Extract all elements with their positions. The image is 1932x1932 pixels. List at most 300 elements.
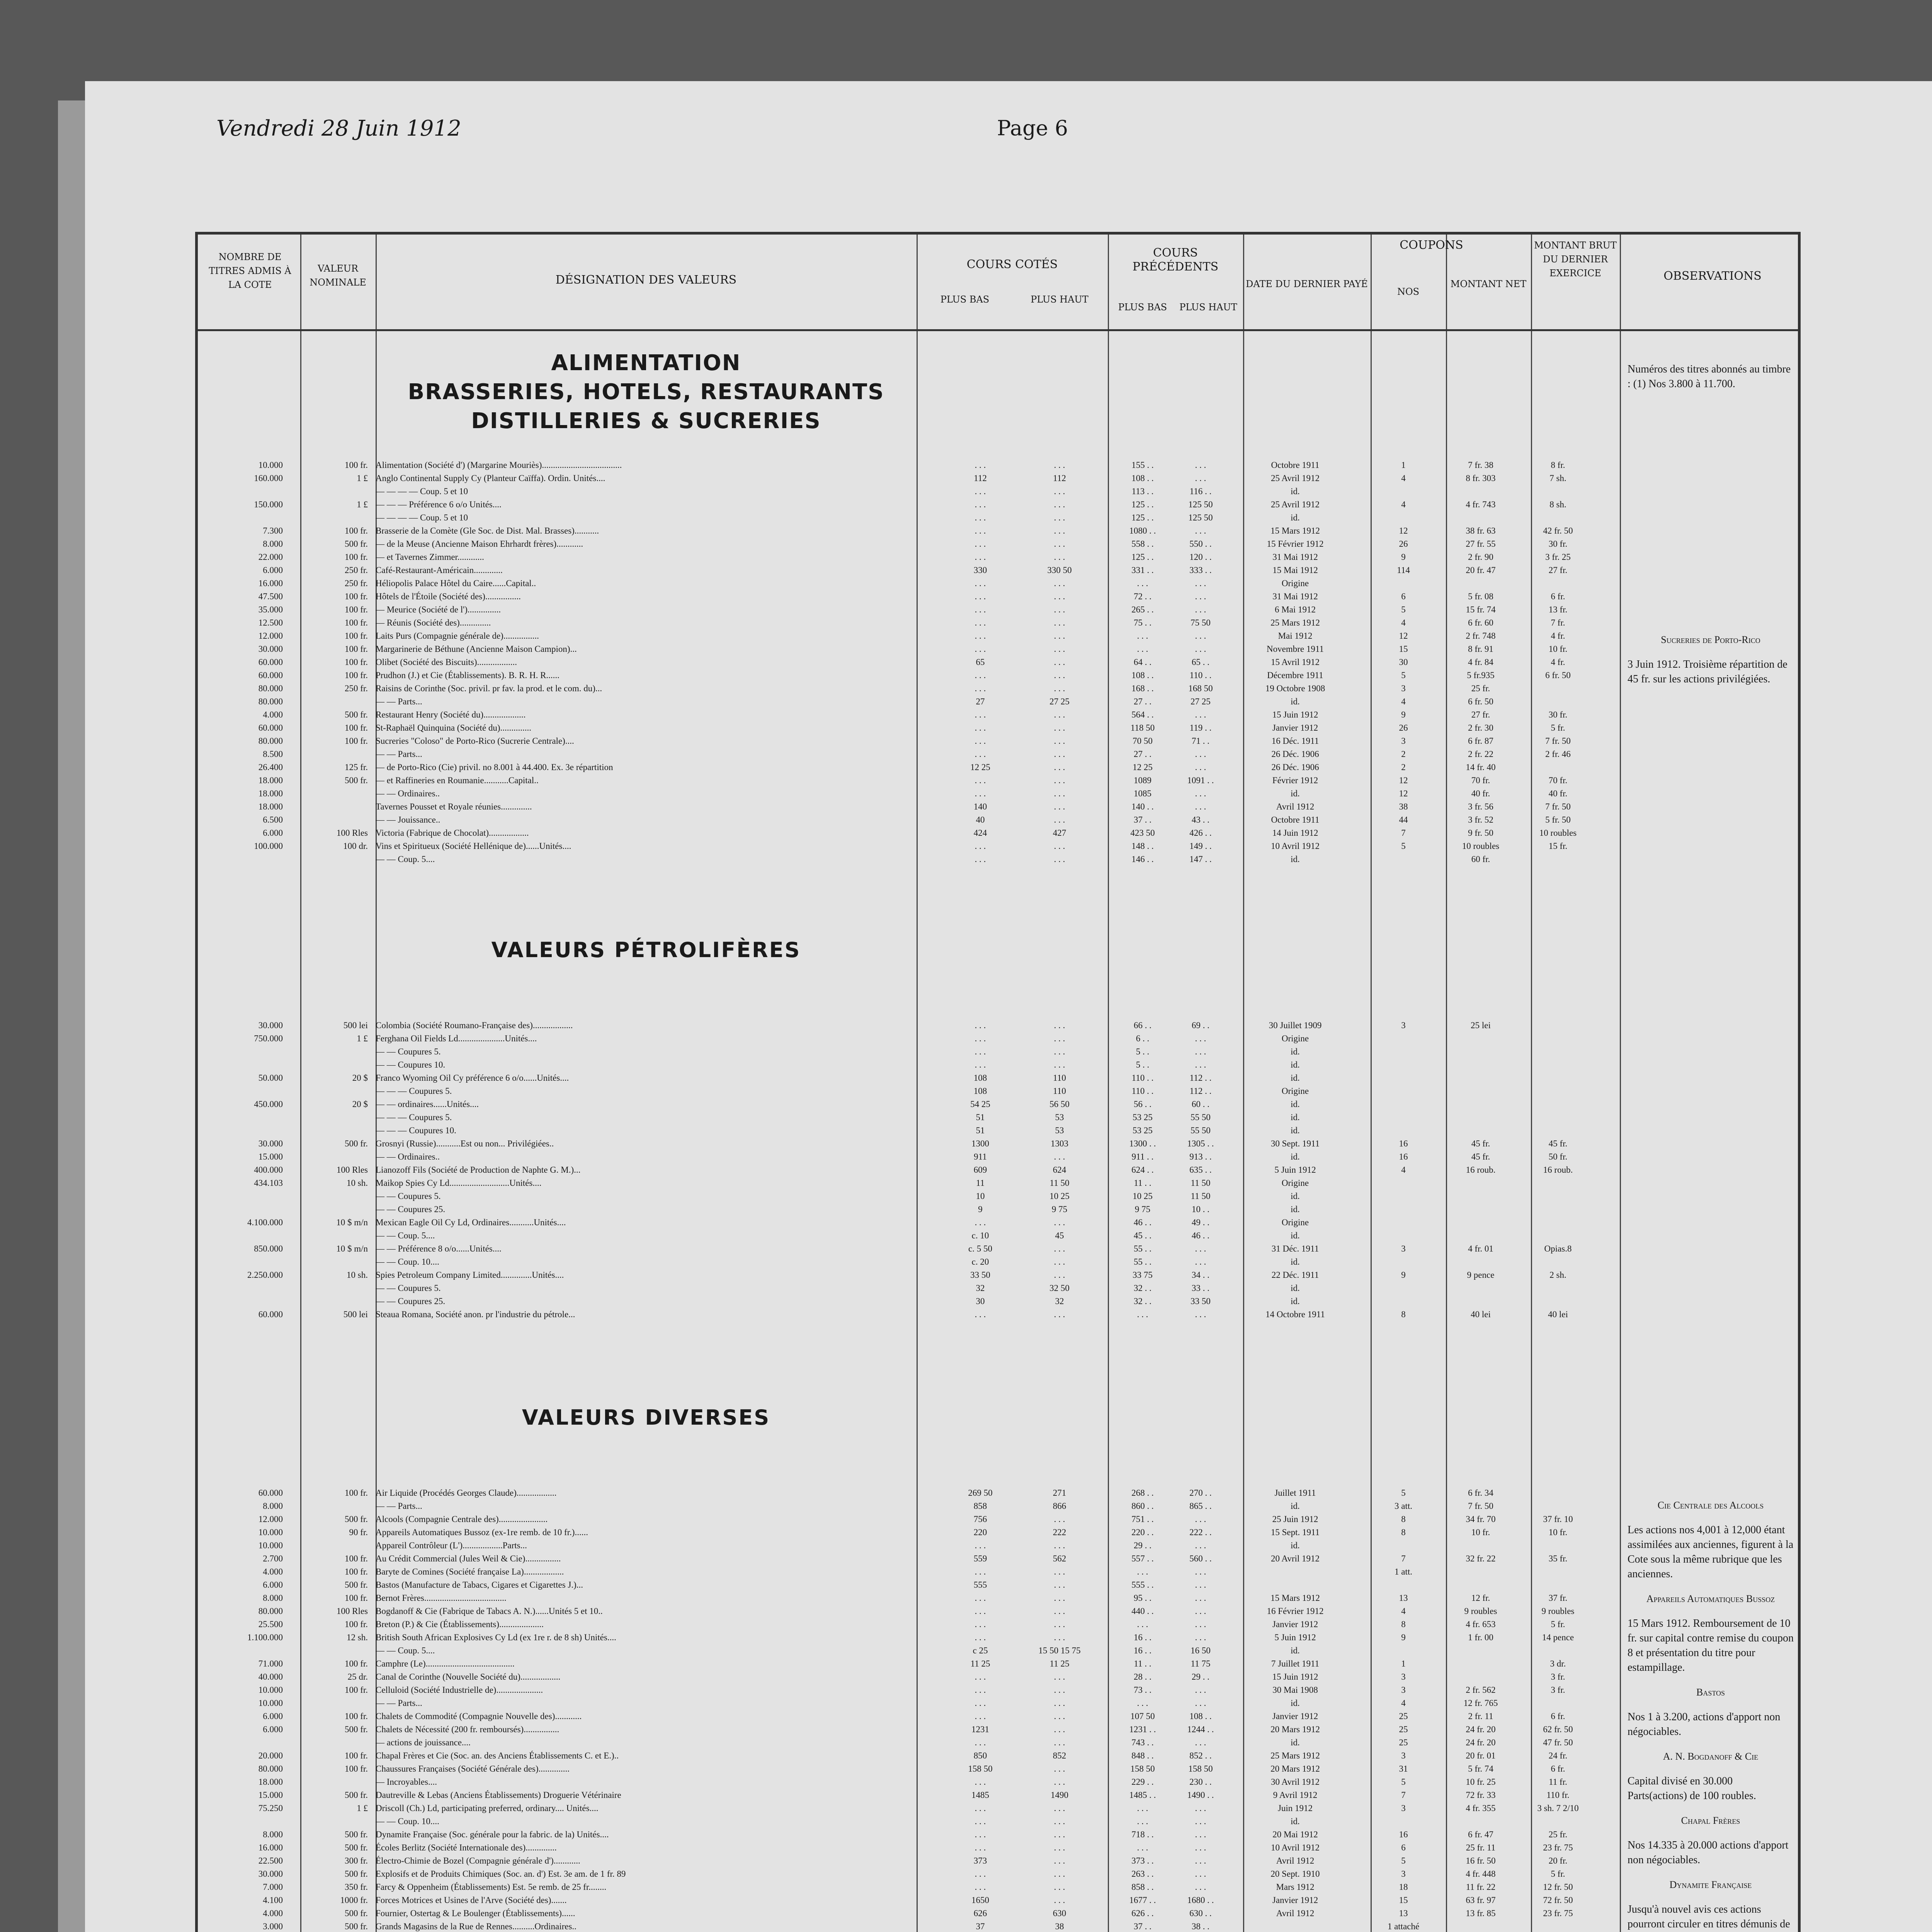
table-row — [198, 629, 1620, 643]
cell-val: 100 fr. — [344, 1659, 368, 1668]
cell-haut: . . . — [1054, 1856, 1065, 1866]
cell-ph: 149 . . — [1189, 841, 1212, 851]
cell-val: 350 fr. — [344, 1882, 368, 1892]
cell-bas: . . . — [975, 631, 986, 641]
diverses-rows — [198, 1486, 1620, 1932]
cell-haut: . . . — [1054, 1672, 1065, 1682]
cell-brut: 2 fr. 46 — [1545, 749, 1571, 759]
observations-column — [1628, 362, 1794, 401]
cell-mt: 2 fr. 11 — [1468, 1711, 1493, 1721]
cell-brut: 5 fr. 50 — [1545, 815, 1571, 825]
cell-ph: . . . — [1195, 1882, 1206, 1892]
cell-no: 16 — [1399, 1139, 1408, 1148]
cell-date: 7 Juillet 1911 — [1271, 1659, 1320, 1668]
cell-des: Alimentation (Société d') (Margarine Mouriès).................................... — [376, 460, 622, 470]
cell-nb: 100.000 — [254, 841, 283, 851]
table-header — [198, 235, 1798, 331]
cell-bas: 158 50 — [968, 1764, 993, 1774]
cell-ph: . . . — [1195, 1047, 1206, 1056]
table-row — [198, 1486, 1620, 1500]
cell-nb: 60.000 — [258, 657, 283, 667]
table-row — [198, 1789, 1620, 1802]
cell-bas: 10 — [976, 1191, 985, 1201]
cell-pb: 1485 . . — [1129, 1790, 1156, 1800]
cell-date: Mars 1912 — [1276, 1882, 1315, 1892]
cell-no: 7 — [1401, 1790, 1406, 1800]
table-row — [198, 669, 1620, 682]
cell-mt: 10 fr. — [1471, 1527, 1490, 1537]
cell-date: 14 Octobre 1911 — [1265, 1310, 1325, 1319]
cell-haut: 27 25 — [1049, 697, 1070, 706]
cell-haut: . . . — [1054, 762, 1065, 772]
cell-val: 100 Rles — [336, 1606, 368, 1616]
cell-no: 3 — [1401, 684, 1406, 693]
cell-pb: . . . — [1137, 1310, 1148, 1319]
cell-bas: 30 — [976, 1296, 985, 1306]
cell-brut: 4 fr. — [1551, 657, 1565, 667]
cell-des: Victoria (Fabrique de Chocolat).................. — [376, 828, 529, 838]
cell-des: — Meurice (Société de l')............... — [376, 605, 501, 614]
cell-haut: . . . — [1054, 605, 1065, 614]
cell-mt: 15 fr. 74 — [1466, 605, 1496, 614]
header-plus-haut: PLUS HAUT — [1031, 294, 1088, 305]
cell-nb: 26.400 — [258, 762, 283, 772]
cell-date: id. — [1291, 1541, 1300, 1550]
cell-mt: 27 fr. 55 — [1466, 539, 1496, 549]
cell-no: 5 — [1401, 1777, 1406, 1787]
cell-brut: 37 fr. — [1548, 1593, 1568, 1603]
cell-haut: 45 — [1055, 1231, 1064, 1240]
cell-no: 3 att. — [1395, 1501, 1412, 1511]
cell-des: Celluloid (Société Industrielle de)..................... — [376, 1685, 543, 1695]
cell-brut: 2 sh. — [1549, 1270, 1566, 1280]
cell-des: Brasserie de la Comète (Gle Soc. de Dist. Mal. Brasses)........... — [376, 526, 599, 536]
cell-val: 100 fr. — [344, 605, 368, 614]
cell-bas: 1231 — [971, 1725, 989, 1734]
cell-haut: . . . — [1054, 578, 1065, 588]
cell-haut: . . . — [1054, 1619, 1065, 1629]
cell-no: 16 — [1399, 1830, 1408, 1839]
cell-mt: 6 fr. 60 — [1468, 618, 1493, 628]
cell-bas: . . . — [975, 644, 986, 654]
cell-date: 26 Déc. 1906 — [1271, 762, 1319, 772]
cell-haut: . . . — [1054, 670, 1065, 680]
cell-haut: . . . — [1054, 1803, 1065, 1813]
cell-ph: . . . — [1195, 1257, 1206, 1267]
cell-haut: . . . — [1054, 815, 1065, 825]
cell-val: 100 fr. — [344, 1554, 368, 1563]
cell-des: — — — — Coup. 5 et 10 — [376, 513, 468, 522]
cell-brut: 10 fr. — [1548, 644, 1568, 654]
cell-des: Appareil Contrôleur (L')..................Parts... — [376, 1541, 527, 1550]
cell-no: 9 — [1401, 710, 1406, 719]
cell-brut: 7 sh. — [1549, 473, 1566, 483]
cell-brut: 5 fr. — [1551, 723, 1565, 733]
cell-des: Dautreville & Lebas (Anciens Établissements) Droguerie Vétérinaire — [376, 1790, 621, 1800]
cell-des: — — Ordinaires.. — [376, 789, 440, 798]
cell-haut: . . . — [1054, 552, 1065, 562]
cell-bas: 269 50 — [968, 1488, 993, 1498]
cell-no: 26 — [1399, 723, 1408, 733]
cell-bas: . . . — [975, 1672, 986, 1682]
cell-nb: 10.000 — [258, 1527, 283, 1537]
cell-brut: 7 fr. — [1551, 618, 1565, 628]
cell-bas: . . . — [975, 592, 986, 601]
cell-mt: 70 fr. — [1471, 776, 1490, 785]
table-row — [198, 1190, 1620, 1203]
cell-pb: 751 . . — [1131, 1514, 1154, 1524]
cell-haut: . . . — [1054, 1764, 1065, 1774]
cell-date: id. — [1291, 1060, 1300, 1070]
cell-pb: 10 25 — [1133, 1191, 1153, 1201]
cell-no: 9 — [1401, 552, 1406, 562]
cell-ph: 125 50 — [1188, 500, 1213, 509]
cell-date: 16 Février 1912 — [1267, 1606, 1324, 1616]
cell-des: St-Raphaël Quinquina (Société du).............. — [376, 723, 532, 733]
cell-ph: 426 . . — [1189, 828, 1212, 838]
table-row — [198, 1828, 1620, 1841]
cell-bas: . . . — [975, 776, 986, 785]
cell-des: Au Crédit Commercial (Jules Weil & Cie)................ — [376, 1554, 561, 1563]
page-edge — [58, 100, 85, 1932]
cell-date: 15 Avril 1912 — [1270, 657, 1320, 667]
cell-brut: 12 fr. 50 — [1543, 1882, 1573, 1892]
cell-ph: . . . — [1195, 1856, 1206, 1866]
table-row — [198, 1058, 1620, 1071]
cell-val: 100 fr. — [344, 670, 368, 680]
cell-bas: . . . — [975, 854, 986, 864]
cell-pb: 56 . . — [1134, 1099, 1151, 1109]
cell-pb: 27 . . — [1134, 749, 1151, 759]
cell-date: Juillet 1911 — [1274, 1488, 1316, 1498]
table-row — [198, 577, 1620, 590]
table-row — [198, 1605, 1620, 1618]
cell-haut: 427 — [1053, 828, 1066, 838]
cell-nb: 50.000 — [258, 1073, 283, 1083]
cell-date: 31 Déc. 1911 — [1271, 1244, 1319, 1253]
cell-des: Hôtels de l'Étoile (Société des)................ — [376, 592, 521, 601]
cell-brut: 9 roubles — [1541, 1606, 1575, 1616]
cell-ph: . . . — [1195, 460, 1206, 470]
table-row — [198, 1618, 1620, 1631]
cell-des: Électro-Chimie de Bozel (Compagnie générale d')............ — [376, 1856, 580, 1866]
cell-ph: 913 . . — [1189, 1152, 1212, 1162]
cell-brut: 6 fr. — [1551, 1764, 1565, 1774]
cell-brut: 30 fr. — [1548, 539, 1568, 549]
cell-des: — et Raffineries en Roumanie...........Capital.. — [376, 776, 539, 785]
cell-date: id. — [1291, 1204, 1300, 1214]
cell-des: — — ordinaires......Unités.... — [376, 1099, 479, 1109]
cell-nb: 80.000 — [258, 684, 283, 693]
cell-haut: . . . — [1054, 776, 1065, 785]
cell-nb: 18.000 — [258, 1777, 283, 1787]
cell-mt: 6 fr. 87 — [1468, 736, 1493, 746]
cell-haut: . . . — [1054, 723, 1065, 733]
cell-pb: 110 . . — [1131, 1073, 1154, 1083]
col-divider — [1620, 235, 1621, 1932]
table-row — [198, 1203, 1620, 1216]
cell-haut: . . . — [1054, 1514, 1065, 1524]
cell-pb: 331 . . — [1131, 565, 1154, 575]
cell-brut: 8 fr. — [1551, 460, 1565, 470]
cell-no: 1 — [1401, 1659, 1406, 1668]
cell-ph: 11 50 — [1190, 1191, 1211, 1201]
cell-mt: 5 fr. 74 — [1468, 1764, 1493, 1774]
cell-mt: 4 fr. 743 — [1466, 500, 1496, 509]
section-petroliferes: VALEURS PÉTROLIFÈRES — [491, 938, 801, 962]
cell-bas: 609 — [973, 1165, 987, 1175]
table-row — [198, 1177, 1620, 1190]
cell-date: id. — [1291, 1073, 1300, 1083]
cell-des: Appareils Automatiques Bussoz (ex-1re remb. de 10 fr.)...... — [376, 1527, 588, 1537]
cell-nb: 60.000 — [258, 670, 283, 680]
cell-pb: . . . — [1137, 1619, 1148, 1629]
cell-val: 100 fr. — [344, 618, 368, 628]
cell-date: 10 Avril 1912 — [1270, 1843, 1320, 1852]
cell-no: 4 — [1401, 500, 1406, 509]
cell-mt: 11 fr. 22 — [1466, 1882, 1496, 1892]
cell-haut: . . . — [1054, 1606, 1065, 1616]
cell-des: Grosnyi (Russie)...........Est ou non... Privilégiées.. — [376, 1139, 554, 1148]
cell-nb: 2.700 — [263, 1554, 283, 1563]
table-row — [198, 1085, 1620, 1098]
cell-brut: 6 fr. 50 — [1545, 670, 1571, 680]
cell-val: 100 fr. — [344, 1567, 368, 1577]
cell-nb: 15.000 — [258, 1152, 283, 1162]
cell-ph: 230 . . — [1189, 1777, 1212, 1787]
cell-date: 26 Déc. 1906 — [1271, 749, 1319, 759]
cell-brut: 30 fr. — [1548, 710, 1568, 719]
cell-bas: . . . — [975, 605, 986, 614]
obs-heading: Chapal Frères — [1681, 1815, 1740, 1826]
cell-date: id. — [1291, 486, 1300, 496]
cell-pb: 140 . . — [1131, 802, 1154, 811]
cell-mt: 16 roub. — [1466, 1165, 1496, 1175]
cell-nb: 30.000 — [258, 1020, 283, 1030]
cell-pb: 1231 . . — [1129, 1725, 1156, 1734]
cell-val: 10 sh. — [347, 1178, 368, 1188]
cell-date: 25 Avril 1912 — [1270, 473, 1320, 483]
table-row — [198, 774, 1620, 787]
cell-haut: . . . — [1054, 1738, 1065, 1747]
cell-val: 10 $ m/n — [336, 1244, 368, 1253]
cell-des: Bogdanoff & Cie (Fabrique de Tabacs A. N.)......Unités 5 et 10.. — [376, 1606, 603, 1616]
cell-no: 1 — [1401, 460, 1406, 470]
cell-ph: . . . — [1195, 1567, 1206, 1577]
cell-date: id. — [1291, 1283, 1300, 1293]
cell-brut: 3 fr. — [1551, 1685, 1565, 1695]
cell-bas: 850 — [973, 1751, 987, 1760]
cell-bas: 40 — [976, 815, 985, 825]
cell-mt: 6 fr. 34 — [1468, 1488, 1493, 1498]
cell-pb: 125 . . — [1131, 500, 1154, 509]
cell-haut: . . . — [1054, 1580, 1065, 1590]
cell-pb: 263 . . — [1131, 1869, 1154, 1879]
cell-haut: . . . — [1054, 749, 1065, 759]
cell-no: 3 — [1401, 1672, 1406, 1682]
cell-haut: . . . — [1054, 1698, 1065, 1708]
cell-ph: 112 . . — [1189, 1073, 1212, 1083]
cell-des: Vins et Spiritueux (Société Hellénique de)......Unités.... — [376, 841, 571, 851]
cell-bas: 32 — [976, 1283, 985, 1293]
cell-mt: 4 fr. 355 — [1466, 1803, 1496, 1813]
cell-bas: 911 — [974, 1152, 987, 1162]
cell-bas: . . . — [975, 1843, 986, 1852]
cell-bas: . . . — [975, 1777, 986, 1787]
cell-ph: 120 . . — [1189, 552, 1212, 562]
header-date: DATE DU DERNIER PAYÉ — [1246, 279, 1368, 289]
cell-brut: 5 fr. — [1551, 1619, 1565, 1629]
cell-ph: 550 . . — [1189, 539, 1212, 549]
cell-no: 25 — [1399, 1711, 1408, 1721]
cell-date: id. — [1291, 1646, 1300, 1655]
obs-heading: Sucreries de Porto-Rico — [1661, 634, 1760, 645]
cell-val: 500 fr. — [344, 1830, 368, 1839]
cell-nb: 10.000 — [258, 460, 283, 470]
cell-val: 100 fr. — [344, 1593, 368, 1603]
cell-val: 500 fr. — [344, 710, 368, 719]
table-row — [198, 1565, 1620, 1578]
cell-pb: 1085 — [1134, 789, 1151, 798]
cell-haut: . . . — [1054, 841, 1065, 851]
cell-mt: 40 lei — [1471, 1310, 1491, 1319]
cell-ph: 43 . . — [1192, 815, 1209, 825]
cell-haut: 53 — [1055, 1126, 1064, 1135]
obs-text: Jusqu'à nouvel avis ces actions pourront circuler en titres démunis de — [1628, 1903, 1790, 1930]
cell-bas: . . . — [975, 578, 986, 588]
cell-date: id. — [1291, 1191, 1300, 1201]
cell-des: — — Coup. 10.... — [376, 1816, 439, 1826]
cell-brut: 24 fr. — [1548, 1751, 1568, 1760]
cell-ph: . . . — [1195, 749, 1206, 759]
cell-nb: 3.000 — [263, 1922, 283, 1931]
table-row — [198, 1255, 1620, 1269]
cell-date: 5 Juin 1912 — [1274, 1633, 1316, 1642]
cell-haut: . . . — [1054, 592, 1065, 601]
cell-no: 16 — [1399, 1152, 1408, 1162]
cell-date: Origine — [1281, 1178, 1309, 1188]
table-row — [198, 1282, 1620, 1295]
cell-no: 5 — [1401, 1488, 1406, 1498]
cell-des: Café-Restaurant-Américain............. — [376, 565, 503, 575]
cell-des: — — Coup. 5.... — [376, 1646, 435, 1655]
cell-des: Franco Wyoming Oil Cy préférence 6 o/o......Unités.... — [376, 1073, 569, 1083]
obs-text: Nos 14.335 à 20.000 actions d'apport non négociables. — [1628, 1839, 1789, 1866]
cell-pb: . . . — [1137, 578, 1148, 588]
cell-mt: 2 fr. 748 — [1466, 631, 1496, 641]
cell-no: 26 — [1399, 539, 1408, 549]
cell-pb: 45 . . — [1134, 1231, 1151, 1240]
table-row — [198, 551, 1620, 564]
cell-date: 15 Mars 1912 — [1270, 526, 1320, 536]
cell-haut: . . . — [1054, 1218, 1065, 1227]
cell-bas: 108 — [973, 1073, 987, 1083]
cell-mt: 63 fr. 97 — [1466, 1895, 1496, 1905]
cell-haut: 866 — [1053, 1501, 1066, 1511]
cell-brut: 27 fr. — [1548, 565, 1568, 575]
cell-mt: 4 fr. 84 — [1468, 657, 1493, 667]
cell-no: 12 — [1399, 776, 1408, 785]
table-row — [198, 1710, 1620, 1723]
cell-mt: 3 fr. 56 — [1468, 802, 1493, 811]
quotation-table — [195, 232, 1801, 1932]
cell-haut: . . . — [1054, 1257, 1065, 1267]
cell-date: Origine — [1281, 578, 1309, 588]
header-observations: OBSERVATIONS — [1663, 269, 1762, 283]
cell-ph: 65 . . — [1192, 657, 1209, 667]
cell-pb: 155 . . — [1131, 460, 1154, 470]
cell-mt: 12 fr. 765 — [1463, 1698, 1498, 1708]
cell-haut: . . . — [1054, 1843, 1065, 1852]
cell-nb: 80.000 — [258, 736, 283, 746]
cell-des: Chapal Frères et Cie (Soc. an. des Anciens Établissements C. et E.).. — [376, 1751, 619, 1760]
cell-haut: . . . — [1054, 1152, 1065, 1162]
cell-ph: 158 50 — [1188, 1764, 1213, 1774]
table-row — [198, 1150, 1620, 1163]
alimentation-rows — [198, 459, 1620, 866]
cell-pb: 848 . . — [1131, 1751, 1154, 1760]
cell-bas: . . . — [975, 1541, 986, 1550]
cell-no: 5 — [1401, 1856, 1406, 1866]
cell-nb: 47.500 — [258, 592, 283, 601]
header-cours-precedents: COURS PRÉCÉDENTS — [1132, 246, 1219, 274]
cell-val: 90 fr. — [349, 1527, 368, 1537]
cell-no: 4 — [1401, 473, 1406, 483]
cell-des: Bernot Frères..................................... — [376, 1593, 507, 1603]
cell-date: Octobre 1911 — [1271, 460, 1320, 470]
cell-val: 1 £ — [357, 500, 368, 509]
cell-no: 3 — [1401, 1244, 1406, 1253]
cell-date: id. — [1291, 1698, 1300, 1708]
cell-pb: 118 50 — [1130, 723, 1155, 733]
cell-bas: . . . — [975, 1020, 986, 1030]
cell-haut: . . . — [1054, 500, 1065, 509]
cell-bas: . . . — [975, 1711, 986, 1721]
cell-brut: 23 fr. 75 — [1543, 1843, 1573, 1852]
obs-heading: Bastos — [1696, 1687, 1725, 1698]
cell-bas: 65 — [976, 657, 985, 667]
cell-mt: 34 fr. 70 — [1466, 1514, 1496, 1524]
cell-des: Raisins de Corinthe (Soc. privil. pr fav. la prod. et le com. du)... — [376, 684, 602, 693]
cell-date: Janvier 1912 — [1272, 723, 1318, 733]
table-row — [198, 1045, 1620, 1058]
cell-pb: 423 50 — [1130, 828, 1155, 838]
cell-nb: 6.000 — [263, 565, 283, 575]
cell-no: 114 — [1397, 565, 1410, 575]
table-row — [198, 1163, 1620, 1177]
cell-bas: 555 — [973, 1580, 987, 1590]
cell-bas: 756 — [973, 1514, 987, 1524]
cell-brut: 35 fr. — [1548, 1554, 1568, 1563]
section-distilleries: DISTILLERIES & SUCRERIES — [471, 408, 821, 434]
cell-mt: 12 fr. — [1471, 1593, 1490, 1603]
cell-brut: 3 fr. — [1551, 1672, 1565, 1682]
cell-nb: 60.000 — [258, 1310, 283, 1319]
cell-pb: 125 . . — [1131, 552, 1154, 562]
obs-text: 15 Mars 1912. Remboursement de 10 fr. sur capital contre remise du coupon 8 et présentation du titre pour estampillage. — [1628, 1617, 1794, 1673]
cell-bas: . . . — [975, 513, 986, 522]
table-row — [198, 813, 1620, 827]
cell-ph: . . . — [1195, 631, 1206, 641]
cell-ph: 147 . . — [1189, 854, 1212, 864]
cell-des: Alcools (Compagnie Centrale des)...................... — [376, 1514, 548, 1524]
cell-date: id. — [1291, 1231, 1300, 1240]
cell-des: — — Ordinaires.. — [376, 1152, 440, 1162]
page-number: Page 6 — [997, 116, 1068, 140]
cell-val: 500 fr. — [344, 1843, 368, 1852]
cell-mt: 16 fr. 50 — [1466, 1856, 1496, 1866]
cell-ph: 55 50 — [1190, 1126, 1211, 1135]
